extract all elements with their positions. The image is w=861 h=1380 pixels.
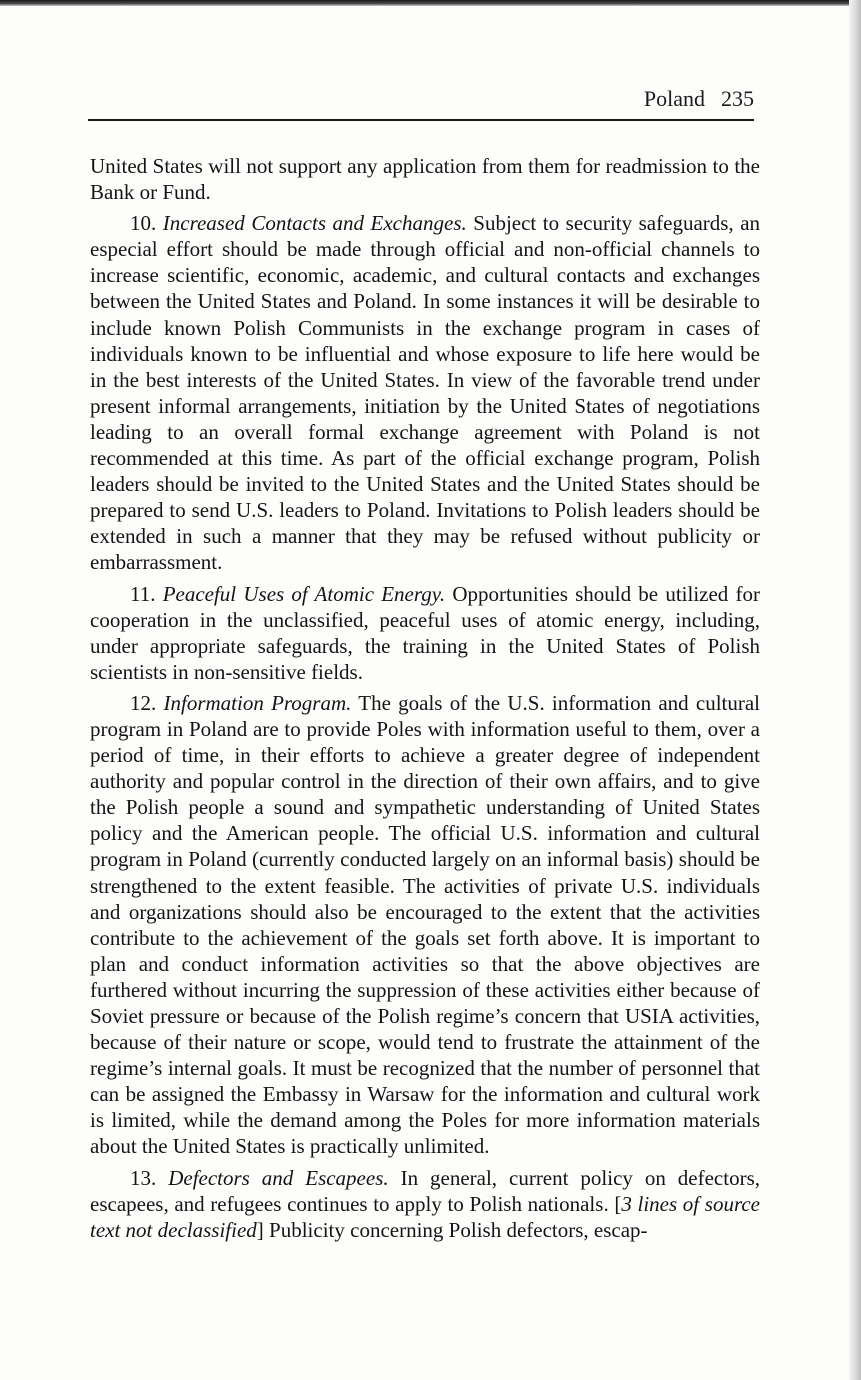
paragraph-heading: Information Program. xyxy=(163,690,352,715)
paragraph-heading: Peaceful Uses of Atomic Energy. xyxy=(162,581,446,606)
paragraph-number: 10. xyxy=(130,211,157,236)
paragraph-text: The goals of the U.S. information and cultural program in Poland are to provide Poles with information useful to them, over a period of time, in their efforts to achieve a greater degree of independent authority and popular control in the direction of their own affairs, and to give the Polish people a sound and sympathetic understanding of United States policy and the American people. The official U.S. information and cultural program in Poland (currently conducted largely on an informal basis) should be strengthened to the extent feasible. The activities of private U.S. individuals and organizations should also be encouraged to the extent that the activities contribute to the achievement of the goals set forth above. It is important to plan and conduct information activities so that the above objectives are furthered without incurring the suppression of these activities either because of Soviet pressure or because of the Polish regime’s concern that USIA activities, because of their nature or scope, would tend to frustrate the attainment of the regime’s internal goals. It must be recognized that the number of personnel that can be assigned the Embassy in Warsaw for the information and cultural work is limited, while the demand among the Poles for more information materials about the United States is practically unlimited. xyxy=(90,690,761,1159)
paragraph-text: United States will not support any application from them for readmission to the Bank or Fund. xyxy=(90,154,760,205)
page-number: 235 xyxy=(721,86,754,111)
paragraph-heading: Defectors and Escapees. xyxy=(168,1165,389,1190)
scan-edge-right xyxy=(849,0,861,1380)
redaction-note: 3 lines of source text not declassified xyxy=(90,1191,760,1242)
running-head xyxy=(88,86,754,116)
redaction-bracket-open: [ xyxy=(614,1191,622,1216)
paragraph-12 xyxy=(90,690,760,1160)
paragraph-heading: Increased Contacts and Exchanges. xyxy=(162,211,467,236)
header-rule xyxy=(88,119,754,121)
running-head-title: Poland xyxy=(643,86,705,111)
paragraph-13 xyxy=(90,1165,760,1243)
paragraph-continuation xyxy=(90,153,760,205)
paragraph-number: 13. xyxy=(130,1165,157,1190)
redaction-bracket-close: ] xyxy=(256,1217,264,1242)
paragraph-text: In general, current policy on defectors, escapees, and refugees continues to apply to Polish nationals. xyxy=(90,1165,760,1216)
scan-edge-top xyxy=(0,0,861,6)
paragraph-11 xyxy=(90,581,760,685)
body-text xyxy=(90,153,760,1248)
paragraph-number: 11. xyxy=(130,581,156,606)
paragraph-10 xyxy=(90,210,760,575)
paragraph-text-after: Publicity concerning Polish defectors, escap- xyxy=(269,1217,648,1242)
paragraph-text: Subject to security safeguards, an especial effort should be made through official and non-official channels to increase scientific, economic, academic, and cultural contacts and exchanges between the United States and Poland. In some instances it will be desirable to include known Polish Communists in the exchange program in cases of individuals known to be influential and whose exposure to life here would be in the best interests of the United States. In view of the favorable trend under present informal arrangements, initiation by the United States of negotiations leading to an overall formal exchange agreement with Poland is not recommended at this time. As part of the official exchange program, Polish leaders should be invited to the United States and the United States should be prepared to send U.S. leaders to Poland. Invitations to Polish leaders should be extended in such a manner that they may be refused without publicity or embarrassment. xyxy=(90,211,761,575)
paragraph-text: Opportunities should be utilized for cooperation in the unclassified, peaceful uses of atomic energy, including, under appropriate safeguards, the training in the United States of Polish scientists in non-sensitive fields. xyxy=(90,581,760,684)
paragraph-number: 12. xyxy=(130,690,157,715)
